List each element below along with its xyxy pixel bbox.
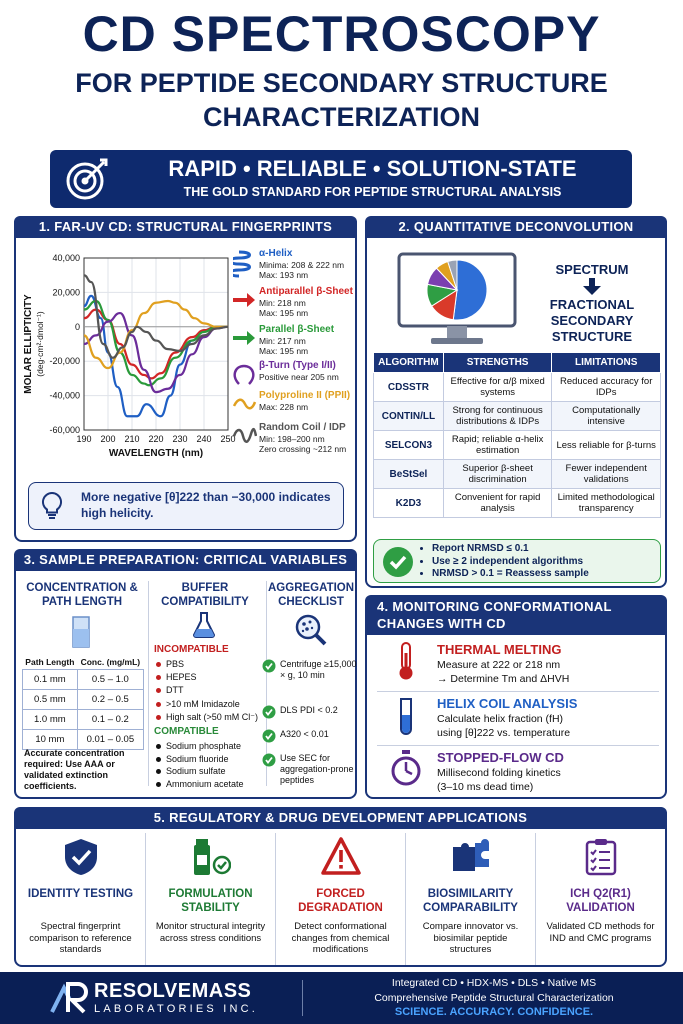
legend-detail: Positive near 205 nm	[259, 372, 339, 382]
target-icon	[64, 156, 110, 202]
legend-detail: Max: 193 nm	[259, 270, 309, 280]
bullet-icon	[156, 782, 161, 787]
thermal-line2: → Determine Tm and ΔHVH	[437, 673, 570, 685]
legend-name: Random Coil / IDP	[259, 422, 346, 433]
table-cell: Rapid; reliable α-helix estimation	[443, 431, 551, 460]
compatible-list	[156, 740, 266, 790]
flow-fractional: FRACTIONAL SECONDARY STRUCTURE	[549, 297, 635, 344]
table-cell: 0.1 – 0.2	[77, 709, 143, 729]
section-structural-fingerprints	[14, 216, 357, 542]
checklist-text: A320 < 0.01	[280, 729, 329, 739]
section1-title: 1. FAR-UV CD: STRUCTURAL FINGERPRINTS	[14, 216, 357, 238]
tagline: RAPID • RELIABLE • SOLUTION-STATE	[168, 156, 577, 181]
check-circle-icon	[262, 753, 276, 767]
monitor-icon	[397, 252, 517, 348]
application-desc: Compare innovator vs. biosimilar peptide structures	[422, 921, 519, 955]
check-circle-icon	[262, 705, 276, 719]
table-row	[23, 709, 144, 729]
algorithm-table	[373, 352, 661, 518]
list-item: Sodium fluoride	[156, 753, 266, 766]
bullet-icon	[156, 744, 161, 749]
checklist-text: DLS PDI < 0.2	[280, 705, 338, 715]
y-tick-label: 0	[74, 321, 80, 332]
x-axis-label: WAVELENGTH (nm)	[108, 448, 204, 459]
y-tick-label: -60,000	[49, 425, 80, 435]
legend-item	[233, 248, 355, 282]
table-cell: 10 mm	[23, 729, 78, 749]
table-cell: Reduced accuracy for IDPs	[552, 373, 661, 402]
bullet-icon	[156, 769, 161, 774]
legend-detail: Minima: 208 & 222 nm	[259, 260, 345, 270]
table-cell: Superior β-sheet discrimination	[443, 460, 551, 489]
footer	[0, 972, 683, 1024]
application-card	[146, 833, 276, 965]
table-row	[374, 460, 661, 489]
turn-icon	[233, 362, 257, 390]
section3-title: 3. SAMPLE PREPARATION: CRITICAL VARIABLES	[14, 549, 357, 571]
table-header: Conc. (mg/mL)	[80, 656, 141, 667]
y-tick-label: 40,000	[52, 253, 80, 263]
helix-line1: Calculate helix fraction (fH)	[437, 713, 564, 725]
legend-detail: Min: 217 nm	[259, 336, 306, 346]
table-cell: 0.1 mm	[23, 669, 78, 689]
application-title: ICH Q2(R1) VALIDATION	[566, 888, 635, 914]
stopped-flow-title: STOPPED-FLOW CD	[437, 750, 564, 765]
table-cell: K2D3	[374, 489, 444, 518]
legend-item	[233, 422, 355, 456]
bullet-icon	[156, 688, 161, 693]
list-item: • Use ≥ 2 independent algorithms	[432, 556, 589, 569]
warning-icon	[321, 837, 361, 877]
page-title: CD SPECTROSCOPY	[82, 6, 601, 62]
squiggle-icon	[233, 424, 257, 452]
table-cell: Less reliable for β-turns	[552, 431, 661, 460]
x-tick-label: 230	[172, 434, 188, 444]
x-tick-label: 220	[148, 434, 164, 444]
legend-detail: Max: 228 nm	[259, 402, 309, 412]
table-row	[23, 689, 144, 709]
table-cell: 0.5 mm	[23, 689, 78, 709]
table-cell: CONTIN/LL	[374, 402, 444, 431]
table-row	[374, 489, 661, 518]
section5-title: 5. REGULATORY & DRUG DEVELOPMENT APPLICATIONS	[14, 807, 667, 829]
table-cell: CDSSTR	[374, 373, 444, 402]
applications-row	[16, 833, 665, 965]
helicity-callout	[28, 482, 344, 530]
bullet-icon	[156, 675, 161, 680]
concentration-title: CONCENTRATION & PATH LENGTH	[26, 582, 138, 608]
path-length-table	[22, 655, 144, 750]
legend-name: Antiparallel β-Sheet	[259, 286, 353, 297]
divider	[377, 691, 659, 692]
magnifier-icon	[294, 613, 328, 652]
y-axis-label: MOLAR ELLIPTICITY	[23, 294, 34, 394]
table-row	[374, 431, 661, 460]
section4-title: 4. MONITORING CONFORMATIONAL CHANGES WITH CD	[365, 595, 667, 635]
section-sample-prep	[14, 549, 357, 799]
shield-check-icon	[61, 837, 101, 877]
wave-icon	[233, 392, 257, 420]
check-circle-icon	[262, 659, 276, 673]
helix-icon	[233, 250, 257, 278]
table-cell: 0.2 – 0.5	[77, 689, 143, 709]
checklist-text: Centrifuge ≥15,000 × g, 10 min	[280, 659, 357, 680]
x-tick-label: 240	[196, 434, 212, 444]
resolvemass-logo-icon	[48, 980, 90, 1021]
application-title: FORMULATION STABILITY	[168, 888, 253, 914]
application-desc: Spectral fingerprint comparison to reference standards	[29, 921, 132, 955]
incompatible-list	[156, 658, 261, 724]
footer-line3: SCIENCE. ACCURACY. CONFIDENCE.	[394, 1006, 594, 1018]
column-divider	[148, 581, 149, 786]
cuvette-icon	[70, 615, 92, 654]
table-cell: 1.0 mm	[23, 709, 78, 729]
table-cell: Limited methodological transparency	[552, 489, 661, 518]
cd-spectra-chart	[18, 246, 253, 486]
legend-detail: Min: 198–200 nm	[259, 434, 325, 444]
table-cell: Effective for α/β mixed systems	[443, 373, 551, 402]
list-item: PBS	[156, 658, 261, 671]
legend-detail: Max: 195 nm	[259, 346, 309, 356]
test-tube-icon	[397, 697, 415, 742]
table-row	[23, 669, 144, 689]
table-row	[374, 373, 661, 402]
table-cell: Fewer independent validations	[552, 460, 661, 489]
x-tick-label: 190	[76, 434, 92, 444]
list-item: High salt (>50 mM Cl⁻)	[156, 711, 261, 724]
list-item: Sodium sulfate	[156, 765, 266, 778]
helix-line2: using [θ]222 vs. temperature	[437, 727, 571, 739]
footer-line1: Integrated CD • HDX-MS • DLS • Native MS	[391, 977, 597, 989]
check-circle-icon	[262, 729, 276, 743]
bullet-icon	[156, 757, 161, 762]
footer-brand: RESOLVEMASS	[94, 980, 252, 1002]
incompatible-label: INCOMPATIBLE	[154, 644, 229, 655]
compatible-label: COMPATIBLE	[154, 726, 219, 737]
thermometer-icon	[395, 641, 417, 686]
section2-title: 2. QUANTITATIVE DECONVOLUTION	[365, 216, 667, 238]
application-title: IDENTITY TESTING	[27, 888, 134, 900]
section-applications	[14, 807, 667, 967]
application-title: BIOSIMILARITY COMPARABILITY	[423, 888, 518, 914]
page-subtitle-line1: FOR PEPTIDE SECONDARY STRUCTURE	[75, 68, 608, 98]
thermal-title: THERMAL MELTING	[437, 642, 562, 657]
lightbulb-icon	[41, 491, 63, 526]
table-cell: BeStSel	[374, 460, 444, 489]
list-item: DTT	[156, 684, 261, 697]
legend-detail: Max: 195 nm	[259, 308, 309, 318]
stopwatch-icon	[389, 749, 423, 792]
arrow-right-icon	[233, 288, 257, 316]
table-cell: Convenient for rapid analysis	[443, 489, 551, 518]
application-desc: Validated CD methods for IND and CMC programs	[546, 921, 655, 944]
y-tick-label: -20,000	[49, 356, 80, 367]
legend-name: α-Helix	[259, 248, 293, 259]
table-cell: 0.5 – 1.0	[77, 669, 143, 689]
bullet-icon	[156, 702, 161, 707]
legend-item	[233, 390, 355, 424]
divider	[377, 745, 659, 746]
checklist-text: Use SEC for aggregation-prone peptides	[280, 753, 354, 785]
helicity-callout-text: More negative [θ]222 than −30,000 indicates high helicity.	[81, 490, 331, 520]
y-tick-label: 20,000	[52, 287, 80, 298]
legend-item	[233, 360, 355, 394]
bullet-icon	[156, 715, 161, 720]
footer-line2: Comprehensive Peptide Structural Characterization	[374, 992, 614, 1004]
table-header: LIMITATIONS	[552, 353, 661, 373]
application-desc: Monitor structural integrity across stress conditions	[155, 921, 266, 944]
tagline-sub: THE GOLD STANDARD FOR PEPTIDE STRUCTURAL ANALYSIS	[183, 185, 562, 199]
legend-name: β-Turn (Type I/II)	[259, 360, 336, 371]
table-header: Path Length	[25, 656, 75, 667]
list-item: HEPES	[156, 671, 261, 684]
flask-icon	[192, 611, 216, 644]
vial-check-icon	[191, 837, 231, 877]
tagline-banner	[50, 150, 632, 208]
legend-name: Parallel β-Sheet	[259, 324, 335, 335]
table-row	[374, 402, 661, 431]
table-header: STRENGTHS	[443, 353, 551, 373]
list-item: Ammonium acetate	[156, 778, 266, 791]
aggregation-title: AGGREGATION CHECKLIST	[268, 582, 355, 608]
application-card	[276, 833, 406, 965]
puzzle-icon	[451, 837, 491, 877]
stopped-flow-line1: Millisecond folding kinetics	[437, 767, 561, 779]
application-title: FORCED DEGRADATION	[298, 888, 383, 914]
section-deconvolution	[365, 216, 667, 588]
footer-brand-sub: LABORATORIES INC.	[94, 1003, 259, 1015]
table-row	[23, 729, 144, 749]
list-item: • NRMSD > 0.1 = Reassess sample	[432, 568, 589, 581]
table-cell: 0.01 – 0.05	[77, 729, 143, 749]
application-card	[536, 833, 665, 965]
legend-item	[233, 324, 355, 358]
table-cell: Strong for continuous distributions & IDPs	[443, 402, 551, 431]
table-cell: Computationally intensive	[552, 402, 661, 431]
bullet-icon	[156, 662, 161, 667]
application-card	[406, 833, 536, 965]
nrmsd-box	[373, 539, 661, 583]
buffer-title: BUFFER COMPATIBILITY	[161, 582, 249, 608]
thermal-line1: Measure at 222 or 218 nm	[437, 659, 561, 671]
y-tick-label: -40,000	[49, 390, 80, 401]
stopped-flow-line2: (3–10 ms dead time)	[437, 781, 534, 793]
x-tick-label: 210	[124, 434, 140, 444]
section-monitoring	[365, 595, 667, 799]
list-item: • Report NRMSD ≤ 0.1	[432, 543, 589, 556]
legend-item	[233, 286, 355, 320]
concentration-note: Accurate concentration required: Use AAA or validated extinction coefficients.	[24, 748, 125, 791]
footer-divider	[302, 980, 303, 1016]
page-subtitle-line2: CHARACTERIZATION	[203, 102, 480, 132]
x-tick-label: 250	[220, 434, 236, 444]
list-item: >10 mM Imidazole	[156, 698, 261, 711]
checkmark-circle-icon	[382, 546, 414, 583]
clipboard-check-icon	[581, 837, 621, 877]
table-cell: SELCON3	[374, 431, 444, 460]
flow-spectrum: SPECTRUM	[555, 262, 629, 277]
legend-detail: Zero crossing ~212 nm	[259, 444, 347, 454]
table-header: ALGORITHM	[374, 353, 444, 373]
application-desc: Detect conformational changes from chemical modifications	[291, 921, 390, 955]
application-card	[16, 833, 146, 965]
x-tick-label: 200	[100, 434, 116, 444]
list-item: Sodium phosphate	[156, 740, 266, 753]
arrow-right-icon	[233, 326, 257, 354]
y-axis-unit: (deg·cm²·dmol⁻¹)	[35, 311, 45, 377]
helix-title: HELIX COIL ANALYSIS	[437, 696, 578, 711]
nrmsd-list	[432, 543, 589, 581]
legend-name: Polyproline II (PPII)	[259, 390, 351, 401]
legend-detail: Min: 218 nm	[259, 298, 306, 308]
